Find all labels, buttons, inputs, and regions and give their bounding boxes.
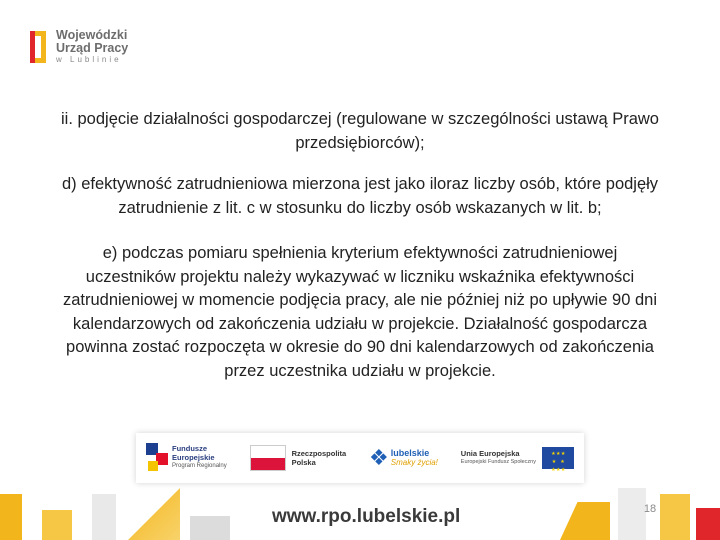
footer-band (0, 488, 720, 540)
ue-line-2: Europejski Fundusz Społeczny (460, 459, 536, 465)
rzeczpospolita-polska-logo (250, 445, 347, 471)
eu-flag-icon: ★ ★ ★ ★ ★ ★ ★ ★ (542, 447, 574, 469)
lubelskie-name: lubelskie (390, 448, 430, 458)
paragraph-ii: ii. podjęcie działalności gospodarczej (regulowane w szczególności ustawą Prawo przedsiębiorców); (61, 110, 659, 152)
fe-line-1: Fundusze (172, 444, 207, 454)
footer-url: www.rpo.lubelskie.pl (272, 506, 461, 527)
wup-logo (30, 26, 128, 68)
footer-decor-block (0, 494, 22, 540)
footer-decor-block (42, 510, 72, 540)
wup-logo-text (56, 29, 128, 65)
footer-decor-block (660, 494, 690, 540)
logo-line-1: Wojewódzki (56, 28, 128, 43)
footer-decor-block (560, 502, 610, 540)
lubelskie-slogan: Smaky życia! (390, 458, 438, 467)
pl-line-1: Rzeczpospolita (291, 449, 347, 458)
ue-line-1: Unia Europejska (460, 449, 520, 458)
footer-decor-block (128, 488, 180, 540)
unia-europejska-logo (460, 447, 574, 473)
lubelskie-logo (369, 445, 438, 471)
wup-logo-mark-icon (30, 31, 46, 63)
slide-body (60, 108, 660, 405)
fundusze-europejskie-logo (146, 443, 227, 473)
paragraph-e: e) podczas pomiaru spełnienia kryterium efektywności zatrudnieniowej uczestników projektu należy wykazywać w liczniku wskaźnika efektywności zatrudnieniowej w momencie podjęcia pracy, ale nie później niż po upływie 90 dni kalendarzowych od zakończenia udziału w projekcie. Działalność gospodarcza powinna zostać rozpoczęta w okresie do 90 dni kalendarzowych od zakończenia przez uczestnika udziału w projekcie. (62, 244, 658, 380)
footer-decor-block (696, 508, 720, 540)
paragraph-d: d) efektywność zatrudnieniowa mierzona jest jako iloraz liczby osób, które podjęły zatrudnienie z lit. c w stosunku do liczby osób wskazanych w lit. b; (61, 175, 659, 217)
pl-line-2: Polska (291, 458, 316, 467)
page-number: 18 (643, 503, 657, 515)
logo-line-2: Urząd Pracy (56, 41, 129, 56)
fundusze-europejskie-icon (146, 443, 168, 473)
lubelskie-mark-icon: ❖ (369, 445, 389, 470)
logo-line-3: w Lublinie (56, 55, 122, 65)
fe-line-3: Program Regionalny (172, 463, 227, 470)
polish-flag-icon (250, 445, 286, 471)
footer-decor-block (92, 494, 116, 540)
fe-line-2: Europejskie (172, 452, 215, 462)
funding-logos-band (136, 433, 584, 483)
footer-decor-block (190, 516, 230, 540)
